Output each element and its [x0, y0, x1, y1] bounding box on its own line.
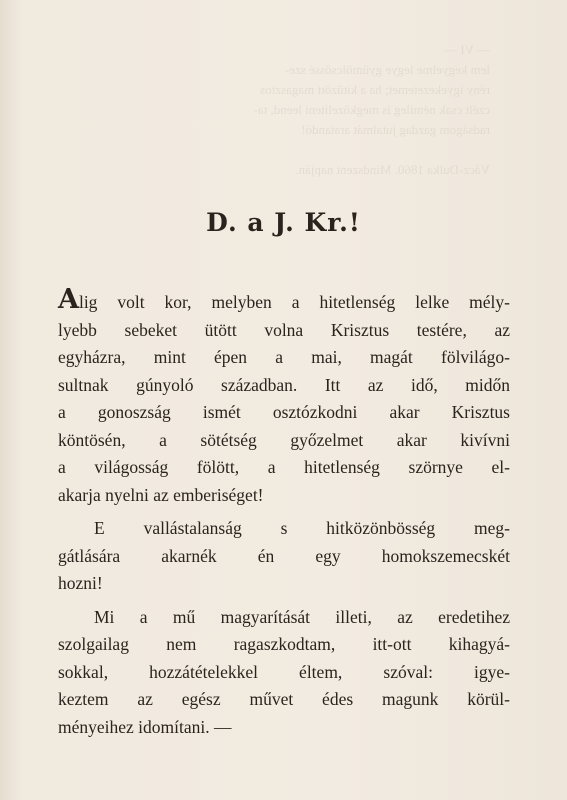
- text-line: egyházra, mint épen a mai, magát fölvilágo-: [58, 347, 510, 367]
- text-line: lyebb sebeket ütött volna Krisztus testére, az: [58, 319, 510, 340]
- paragraph-1: [58, 286, 510, 509]
- text-line: ményeihez idomítani. —: [58, 716, 232, 737]
- initial-letter: A: [58, 284, 79, 315]
- text-line: lig volt kor, melyben a hitetlenség lelke mély-: [78, 292, 510, 312]
- text-line: szolgailag nem ragaszkodtam, itt-ott kihagyá-: [58, 634, 510, 654]
- body-text: [58, 286, 510, 741]
- text-line: sultnak gúnyoló században. Itt az idő, midőn: [58, 374, 510, 395]
- bleed-through-text: — VI — lem kegyelme legye gyümölcsössé sze- rény igyekezetemet; ha a kitűzött magasztos czélt csak némileg is megközelíteni leend, ta- radságom gazdag jutalmát aratandó! Vácz-Dulka 1860. Mindszent napján.: [253, 42, 490, 177]
- paragraph-3: [58, 604, 510, 742]
- text-line: keztem az egész művet édes magunk körül-: [58, 689, 510, 709]
- text-line: E vallástalanság s hitközönbösség meg-: [94, 518, 510, 538]
- text-line: hozni!: [58, 573, 103, 593]
- text-line: köntösén, a sötétség győzelmet akar kivívni: [58, 429, 510, 450]
- page-heading: D. a J. Kr.!: [206, 208, 361, 237]
- text-line: Mi a mű magyarítását illeti, az eredetihez: [94, 606, 510, 627]
- text-line: a világosság fölött, a hitetlenség szörnye el-: [58, 457, 510, 477]
- text-line: akarja nyelni az emberiséget!: [58, 484, 264, 505]
- text-line: sokkal, hozzátételekkel éltem, szóval: igye-: [58, 661, 510, 682]
- paragraph-2: [58, 515, 510, 598]
- text-line: a gonoszság ismét osztózkodni akar Krisztus: [58, 402, 510, 422]
- text-line: gátlására akarnék én egy homokszemecskét: [58, 545, 510, 566]
